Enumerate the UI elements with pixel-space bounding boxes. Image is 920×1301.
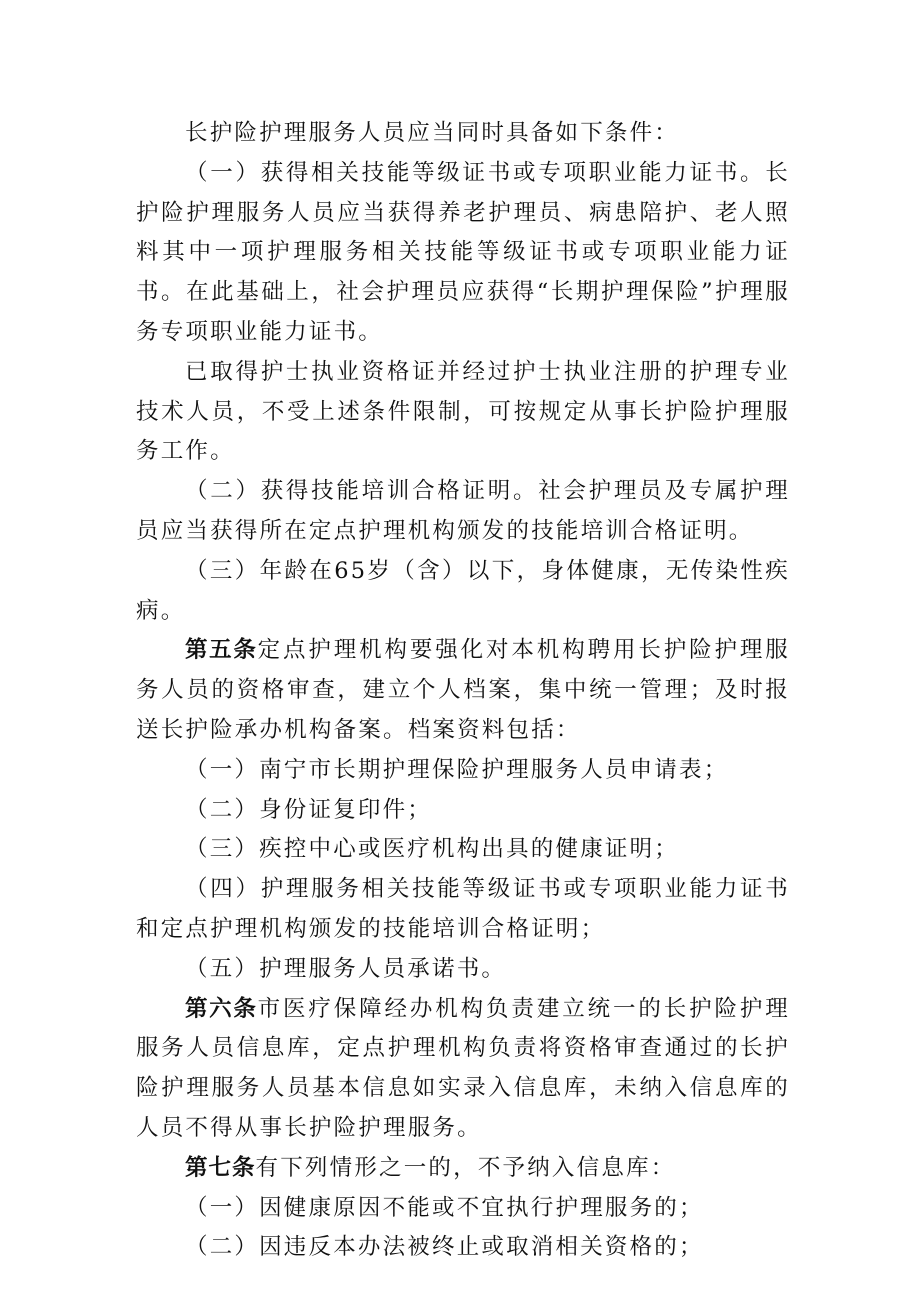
paragraph-text: （一）南宁市长期护理保险护理服务人员申请表； [185,756,729,783]
list-item-exclusion-1 [136,1189,790,1229]
list-item-archive-3 [136,830,790,870]
list-item-exclusion-2 [136,1228,790,1268]
document-body [136,114,790,1268]
paragraph-text: （三）年龄在65岁（含）以下，身体健康，无传染性疾病。 [136,557,790,624]
paragraph-text: （五）护理服务人员承诺书。 [185,955,507,982]
paragraph-conditions-intro [136,114,790,154]
list-item-archive-5 [136,950,790,990]
article-text: 定点护理机构要强化对本机构聘用长护险护理服务人员的资格审查，建立个人档案，集中统一管理；及时报送长护险承办机构备案。档案资料包括： [136,637,790,743]
paragraph-condition-3 [136,552,790,632]
paragraph-text: 已取得护士执业资格证并经过护士执业注册的护理专业技术人员，不受上述条件限制，可按规定从事长护险护理服务工作。 [136,358,790,465]
paragraph-text: （三）疾控中心或医疗机构出具的健康证明； [185,836,680,863]
paragraph-text: 长护险护理服务人员应当同时具备如下条件： [185,120,680,146]
article-6 [136,990,790,1149]
article-heading: 第七条 [185,1154,256,1181]
paragraph-text: （四）护理服务相关技能等级证书或专项职业能力证书和定点护理机构颁发的技能培训合格证明； [136,876,790,942]
paragraph-condition-2 [136,472,790,552]
article-heading: 第六条 [185,995,258,1022]
paragraph-text: （二）身份证复印件； [185,796,433,823]
paragraph-text: （二）因违反本办法被终止或取消相关资格的； [185,1234,704,1261]
paragraph-text: （一）因健康原因不能或不宜执行护理服务的； [185,1194,704,1221]
paragraph-condition-1 [136,154,790,353]
article-7 [136,1149,790,1189]
paragraph-nurse-exemption [136,353,790,472]
list-item-archive-1 [136,751,790,791]
article-5 [136,631,790,750]
list-item-archive-2 [136,791,790,831]
paragraph-text: （二）获得技能培训合格证明。社会护理员及专属护理员应当获得所在定点护理机构颁发的技能培训合格证明。 [136,478,790,544]
paragraph-text: （一）获得相关技能等级证书或专项职业能力证书。长护险护理服务人员应当获得养老护理员、病患陪护、老人照料其中一项护理服务相关技能等级证书或专项职业能力证书。在此基础上，社会护理员应获得“长期护理保险”护理服务专项职业能力证书。 [136,159,790,345]
article-text: 有下列情形之一的，不予纳入信息库： [255,1154,676,1181]
article-text: 市医疗保障经办机构负责建立统一的长护险护理服务人员信息库，定点护理机构负责将资格审查通过的长护险护理服务人员基本信息如实录入信息库，未纳入信息库的人员不得从事长护险护理服务。 [136,995,790,1141]
article-heading: 第五条 [185,637,258,664]
list-item-archive-4 [136,870,790,950]
